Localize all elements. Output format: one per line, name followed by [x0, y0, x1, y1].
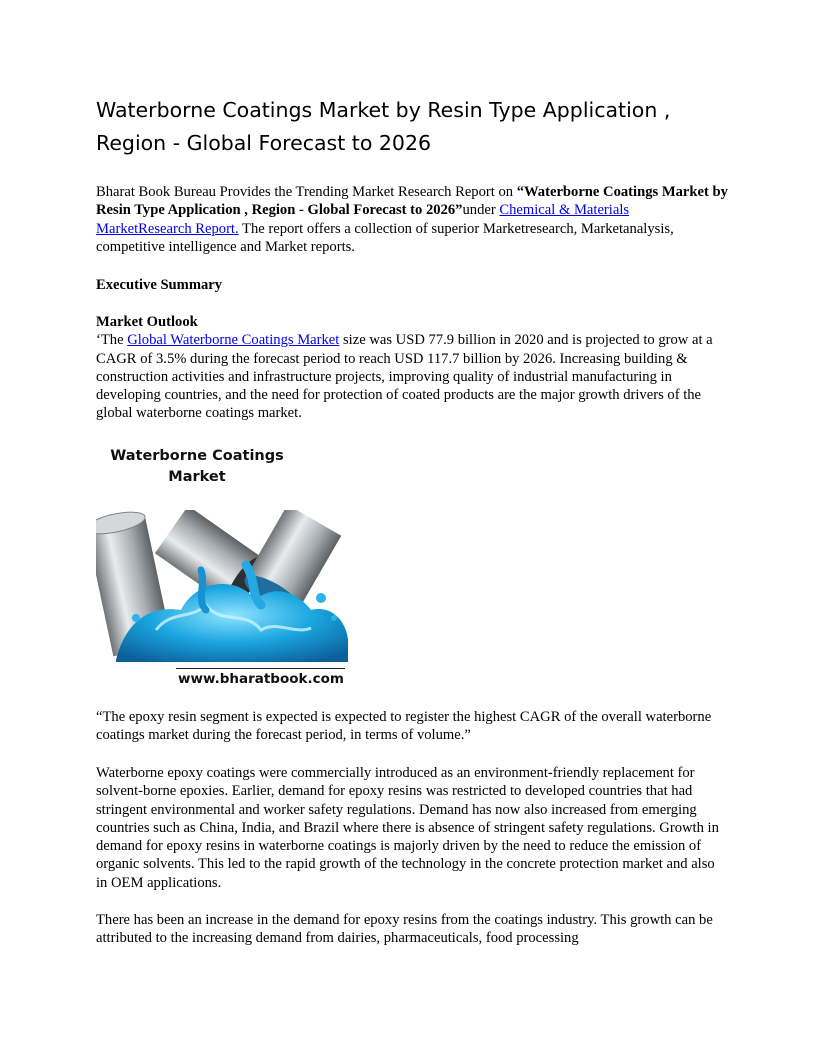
market-infographic [96, 446, 348, 691]
intro-text-under: under [462, 202, 500, 219]
outlook-text-after: size was USD 77.9 billion in 2020 and is projected to grow at a CAGR of 3.5% during the forecast period to reach USD 117.7 billion by 2026. Increasing building & construction activities and infrastructure projects, improving quality of industrial manufacturing in developing countries, and the need for protection of coated products are the major growth drivers of the global waterborne coatings market. [96, 332, 713, 422]
infographic-divider [176, 668, 345, 669]
outlook-text-before: ‘The [96, 332, 128, 349]
paint-cans-image [96, 510, 348, 662]
report-title-bold: “Waterborne Coatings Market by Resin Type Application , Region - Global Forecast to 2026” [96, 184, 728, 219]
market-outlook-heading: Market Outlook [96, 314, 198, 330]
infographic-url: www.bharatbook.com [178, 671, 344, 687]
intro-paragraph [96, 183, 728, 256]
executive-summary-heading: Executive Summary [96, 277, 223, 293]
chemical-materials-link[interactable]: Chemical & Materials MarketResearch Report. [96, 202, 630, 237]
epoxy-quote: “The epoxy resin segment is expected is expected to register the highest CAGR of the overall waterborne coatings market during the forecast period, in terms of volume.” [96, 709, 712, 744]
page-title: Waterborne Coatings Market by Resin Type Application , Region - Global Forecast to 2026 [96, 98, 671, 155]
market-outlook-paragraph [96, 313, 728, 423]
epoxy-coatings-paragraph: Waterborne epoxy coatings were commercially introduced as an environment-friendly replacement for solvent-borne epoxies. Earlier, demand for epoxy resins was restricted to developed countries that had stringent environmental and worker safety regulations. Demand has now also increased from emerging countries such as China, India, and Brazil where there is absence of stringent safety regulations. Growth in demand for epoxy resins in waterborne coatings is majorly driven by the need to reduce the emission of organic solvents. This led to the rapid growth of the technology in the concrete protection market and also in OEM applications. [96, 765, 719, 891]
global-waterborne-coatings-market-link[interactable]: Global Waterborne Coatings Market [127, 332, 340, 349]
intro-text-before: Bharat Book Bureau Provides the Trending Market Research Report on [96, 184, 517, 200]
epoxy-demand-paragraph: There has been an increase in the demand for epoxy resins from the coatings industry. This growth can be attributed to the increasing demand from dairies, pharmaceuticals, food processing [96, 912, 713, 947]
infographic-title: Waterborne Coatings Market [110, 448, 284, 485]
intro-text-after: The report offers a collection of superior Marketresearch, Marketanalysis, competitive intelligence and Market reports. [96, 220, 674, 255]
